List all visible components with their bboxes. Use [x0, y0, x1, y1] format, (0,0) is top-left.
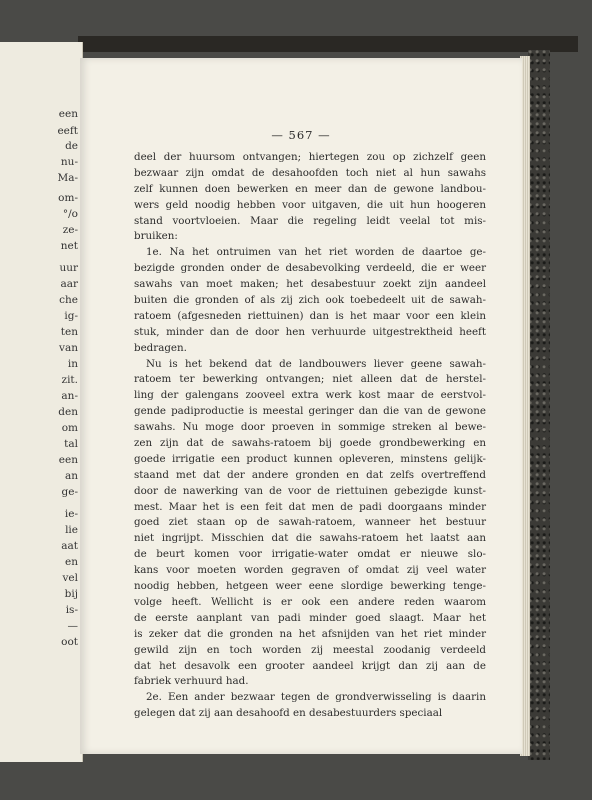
left-page-fragment: °/o — [62, 208, 78, 220]
left-page-fragment: een — [58, 108, 78, 120]
text-line: deel der huursom ontvangen; hiertegen zou op zichzelf geen — [134, 151, 486, 163]
text-line: stuk, minder dan de door hen verhuurde uitgestrektheid heeft — [134, 325, 486, 338]
left-page-fragment: vel — [62, 572, 78, 584]
left-page-fragment: che — [59, 294, 78, 306]
left-page-fragment: bij — [64, 588, 78, 600]
left-page-fragment: in — [67, 358, 78, 370]
text-line: mest. Maar het is een feit dat men de padi doorgaans minder — [134, 500, 486, 513]
text-line: goede irrigatie een product kunnen opleveren, minstens gelijk- — [134, 452, 486, 465]
text-line: 1e. Na het ontruimen van het riet worden de daartoe ge- — [146, 246, 486, 259]
left-page-fragment: — — [67, 620, 78, 632]
text-line: niet ingrijpt. Misschien dat die sawahs-ratoem het laatst aan — [134, 532, 486, 545]
text-line: door de nawerking van de voor de riettuinen gebezigde kunst- — [134, 484, 486, 497]
left-page-fragment: tal — [64, 438, 78, 450]
left-page-fragment: ie- — [64, 508, 78, 520]
left-page-fragment: aat — [61, 540, 78, 552]
text-line: sawahs. Nu moge door proeven in sommige streken al bewe- — [134, 421, 486, 434]
text-line: volge heeft. Wellicht is er ook een andere reden waarom — [134, 595, 486, 608]
left-page-fragment: van — [59, 342, 78, 354]
left-page-fragment: ten — [60, 326, 78, 338]
text-line: buiten die gronden of als zij zich ook toebedeelt uit de sawah- — [134, 294, 486, 307]
text-line: ratoem ter bewerking ontvangen; niet alleen dat de herstel- — [134, 373, 486, 386]
text-line: wers geld noodig hebben voor uitgaven, die uit hun hoogeren — [134, 198, 486, 211]
text-line: noodig hebben, hetgeen weer eene slordige bewerking tenge- — [134, 580, 486, 593]
text-line: de eerste aanplant van padi minder goed slaagt. Maar het — [134, 611, 486, 624]
text-line: kans voor moeten worden gegraven of omdat zij veel water — [134, 564, 486, 577]
text-line: stand voortvloeien. Maar die regeling leidt veelal tot mis- — [134, 214, 486, 227]
left-page-fragment: nu- — [60, 156, 78, 168]
text-line: Nu is het bekend dat de landbouwers liever geene sawah- — [146, 357, 486, 370]
left-page-fragment: ig- — [64, 310, 78, 322]
left-page-fragment: an- — [61, 390, 78, 402]
left-page-fragment: den — [58, 406, 78, 418]
text-line: staand met dat der andere gronden en dat zelfs overtreffend — [134, 468, 486, 481]
left-page-fragment: lie — [65, 524, 78, 536]
body-text — [134, 150, 486, 722]
text-line: zen zijn dat de sawahs-ratoem bij goede grondbewerking en — [134, 437, 486, 450]
left-page-fragment: ze- — [62, 224, 78, 236]
left-page-fragment: een — [58, 454, 78, 466]
book-top-edge — [78, 36, 578, 52]
text-line: sawahs van moet maken; het desabestuur zoekt zijn aandeel — [134, 278, 486, 291]
text-line: 2e. Een ander bezwaar tegen de grondverwisseling is daarin — [146, 691, 486, 704]
left-page-fragment: aar — [60, 278, 78, 290]
text-line: bedragen. — [134, 341, 187, 354]
text-line: gende padiproductie is meestal geringer dan die van de gewone — [134, 405, 486, 418]
text-line: bruiken: — [134, 230, 178, 243]
left-page-fragment: om- — [58, 192, 78, 204]
left-page-fragment: is- — [65, 604, 78, 616]
left-page-fragment: en — [65, 556, 78, 568]
text-line: is zeker dat die gronden na het afsnijden van het riet minder — [134, 627, 486, 640]
text-line: fabriek verhuurd had. — [134, 675, 249, 688]
text-line: zelf kunnen doen bewerken en meer dan de gewone landbou- — [134, 182, 486, 195]
left-page-fragment: zit. — [61, 374, 78, 386]
left-page-fragment: om — [61, 422, 78, 434]
text-line: bezigde gronden onder de desabevolking verdeeld, die er weer — [134, 262, 486, 275]
left-page-fragment: de — [65, 140, 78, 152]
left-page-fragment: eeft — [57, 125, 78, 137]
left-page — [0, 42, 83, 762]
right-page — [80, 58, 522, 754]
text-line: gelegen dat zij aan desahoofd en desabestuurders speciaal — [134, 707, 443, 720]
text-line: de beurt komen voor irrigatie-water omdat er nieuwe slo- — [134, 548, 486, 561]
left-page-fragment: uur — [59, 262, 78, 274]
page-number: — 567 — — [271, 128, 331, 142]
left-page-fragment: Ma- — [57, 172, 78, 184]
text-line: ratoem (afgesneden riettuinen) dan is het maar voor een klein — [134, 309, 486, 322]
left-page-fragment: oot — [61, 636, 78, 648]
left-page-fragment: an — [64, 470, 78, 482]
text-line: bezwaar zijn omdat de desahoofden toch niet al hun sawahs — [134, 166, 486, 179]
left-page-fragment: ge- — [61, 486, 78, 498]
text-line: dat het desavolk een grooter aandeel krijgt dan zij aan de — [134, 659, 486, 672]
left-page-fragment: net — [60, 240, 78, 252]
text-line: gewild zijn en toch worden zij meestal zoodanig verdeeld — [134, 643, 486, 656]
book-cover-board — [528, 50, 550, 760]
text-line: goed ziet staan op de sawah-ratoem, wanneer het bestuur — [134, 516, 486, 529]
text-line: ling der galengans zooveel extra werk kost maar de eerstvol- — [134, 389, 486, 402]
